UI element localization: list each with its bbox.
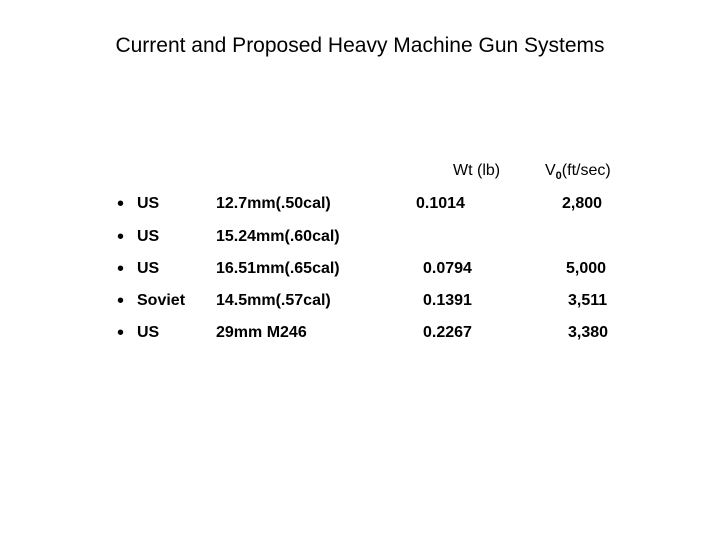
weight-value: 0.1014 [416,195,465,212]
velocity-value: 3,511 [568,292,608,309]
bullet-marker: • [117,226,125,248]
velocity-symbol: V [545,162,556,179]
list-item [0,289,720,313]
velocity-value: 5,000 [566,260,607,277]
weapon-system-label: 12.7mm(.50cal) [216,195,331,212]
weapon-system-label: 14.5mm(.57cal) [216,292,331,309]
bullet-marker: • [117,258,125,280]
weight-value: 0.0794 [423,260,472,277]
list-item [0,225,720,249]
weight-column-header: Wt (lb) [453,162,501,179]
weapon-system-label: 29mm M246 [216,324,307,341]
list-item [0,192,720,216]
country-label: US [137,260,160,277]
list-item [0,321,720,345]
weight-value: 0.1391 [423,292,472,309]
country-label: US [137,195,160,212]
country-label: US [137,324,160,341]
weight-value: 0.2267 [423,324,472,341]
velocity-subscript: 0 [555,170,562,182]
velocity-value: 3,380 [568,324,609,341]
velocity-unit: (ft/sec) [561,162,611,179]
country-label: US [137,228,160,245]
slide-title: Current and Proposed Heavy Machine Gun Systems [115,34,605,57]
velocity-value: 2,800 [562,195,603,212]
bullet-marker: • [117,322,125,344]
list-item [0,257,720,281]
weapon-system-label: 15.24mm(.60cal) [216,228,340,245]
country-label: Soviet [137,292,186,309]
bullet-marker: • [117,193,125,215]
bullet-marker: • [117,290,125,312]
weapon-system-label: 16.51mm(.65cal) [216,260,340,277]
